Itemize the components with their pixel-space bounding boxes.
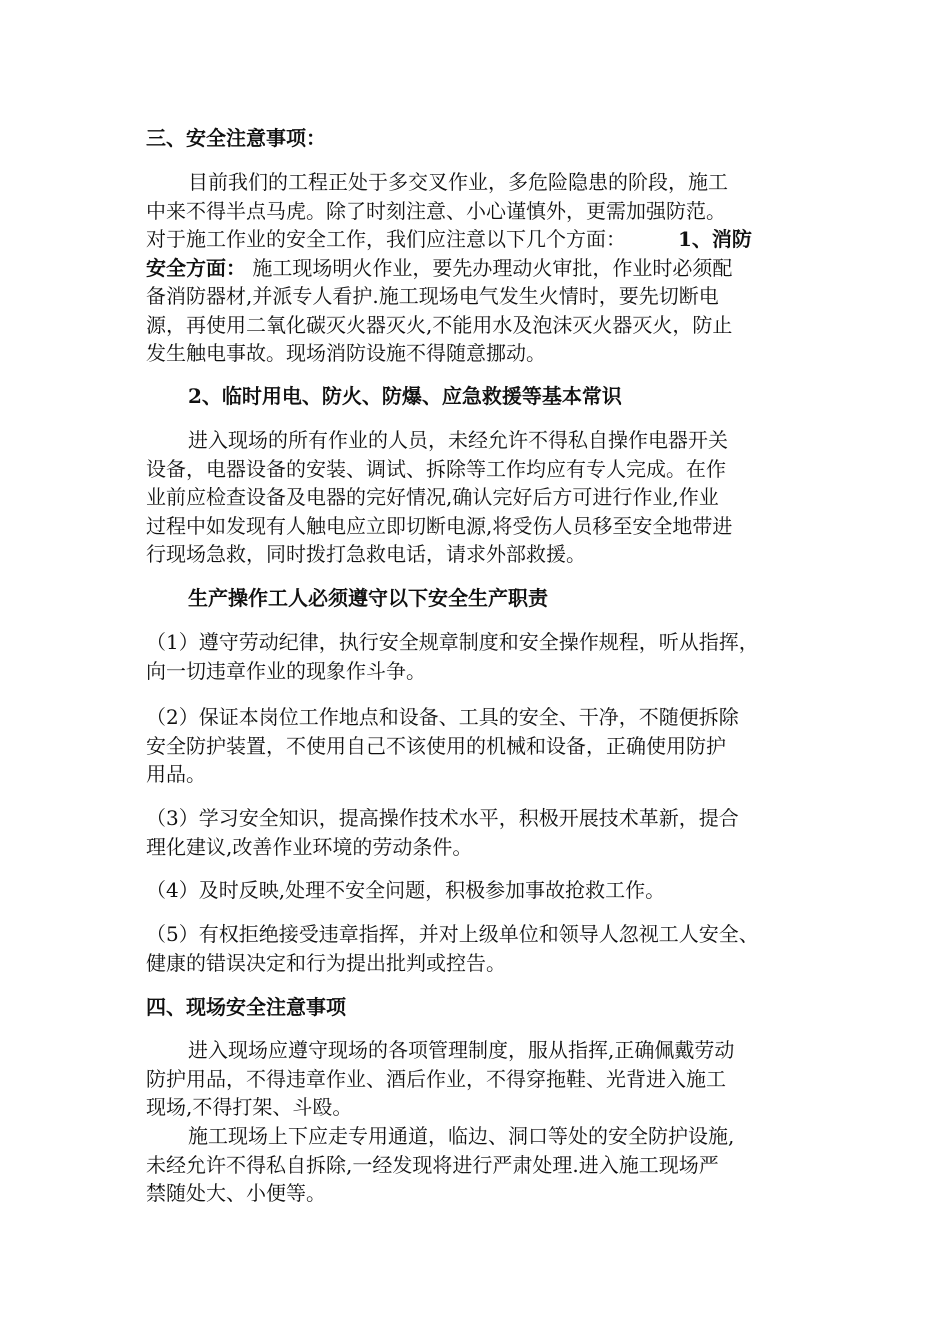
paragraph-line: 现场,不得打架、斗殴。 [146, 1095, 353, 1119]
fire-safety-subheading-cont: 安全方面： [146, 255, 246, 280]
paragraph-line: （4）及时反映,处理不安全问题，积极参加事故抢救工作。 [146, 878, 666, 902]
paragraph-line: （3）学习安全知识，提高操作技术水平，积极开展技术革新，提合 [146, 806, 739, 830]
paragraph-line: 未经允许不得私自拆除,一经发现将进行严肃处理.进入施工现场严 [146, 1152, 719, 1177]
section-3-paragraph-2 [146, 426, 806, 569]
paragraph-line: 备消防器材,并派专人看护.施工现场电气发生火情时，要先切断电 [146, 284, 719, 308]
section-4-paragraph-2 [146, 1122, 806, 1208]
paragraph-line: 防护用品，不得违章作业、酒后作业，不得穿拖鞋、光背进入施工 [146, 1066, 726, 1091]
paragraph-line: 目前我们的工程正处于多交叉作业，多危险隐患的阶段，施工 [188, 170, 728, 194]
duties-heading: 生产操作工人必须遵守以下安全生产职责 [188, 586, 548, 610]
paragraph-line: 安全防护装置，不使用自己不该使用的机械和设备，正确使用防护 [146, 733, 726, 758]
paragraph-line: 用品。 [146, 762, 206, 786]
paragraph-line: 行现场急救，同时拨打急救电话，请求外部救援。 [146, 542, 586, 566]
duty-item-3 [146, 804, 806, 861]
section-3-paragraph-1 [146, 168, 806, 368]
fire-safety-subheading: 1、消防 [678, 227, 752, 251]
paragraph-line: （1）遵守劳动纪律，执行安全规章制度和安全操作规程，听从指挥， [146, 630, 759, 654]
paragraph-line: 业前应检查设备及电器的完好情况,确认完好后方可进行作业,作业 [146, 485, 719, 509]
paragraph-line: 安全方面： 施工现场明火作业，要先办理动火审批，作业时必须配 [146, 255, 733, 280]
section-4-heading: 四、现场安全注意事项 [146, 995, 346, 1019]
paragraph-line: 中来不得半点马虎。除了时刻注意、小心谨慎外，更需加强防范。 [146, 198, 726, 223]
paragraph-line: （5）有权拒绝接受违章指挥，并对上级单位和领导人忽视工人安全、 [146, 922, 759, 946]
duty-item-2 [146, 703, 806, 789]
duty-item-5 [146, 920, 806, 977]
paragraph-line: 对于施工作业的安全工作，我们应注意以下几个方面： 1、消防 [146, 227, 752, 251]
section-3-heading: 三、安全注意事项： [146, 126, 326, 150]
paragraph-line: 进入现场应遵守现场的各项管理制度，服从指挥,正确佩戴劳动 [188, 1038, 735, 1062]
paragraph-line: 禁随处大、小便等。 [146, 1181, 326, 1205]
paragraph-line: 过程中如发现有人触电应立即切断电源,将受伤人员移至安全地带进 [146, 513, 733, 538]
paragraph-line: 理化建议,改善作业环境的劳动条件。 [146, 834, 473, 859]
paragraph-line: （2）保证本岗位工作地点和设备、工具的安全、干净，不随便拆除 [146, 705, 739, 729]
paragraph-line: 设备，电器设备的安装、调试、拆除等工作均应有专人完成。在作 [146, 456, 726, 481]
paragraph-line: 进入现场的所有作业的人员，未经允许不得私自操作电器开关 [188, 428, 728, 452]
paragraph-line: 源，再使用二氧化碳灭火器灭火,不能用水及泡沫灭火器灭火，防止 [146, 312, 733, 337]
paragraph-line: 施工现场上下应走专用通道，临边、洞口等处的安全防护设施, [188, 1124, 735, 1148]
duty-item-1 [146, 628, 806, 685]
duty-item-4 [146, 876, 806, 905]
paragraph-line: 向一切违章作业的现象作斗争。 [146, 658, 426, 683]
paragraph-line: 发生触电事故。现场消防设施不得随意挪动。 [146, 341, 546, 365]
section-3-subheading-2: 2、临时用电、防火、防爆、应急救援等基本常识 [188, 384, 622, 408]
section-4-paragraph-1 [146, 1036, 806, 1122]
paragraph-line: 健康的错误决定和行为提出批判或控告。 [146, 950, 506, 975]
